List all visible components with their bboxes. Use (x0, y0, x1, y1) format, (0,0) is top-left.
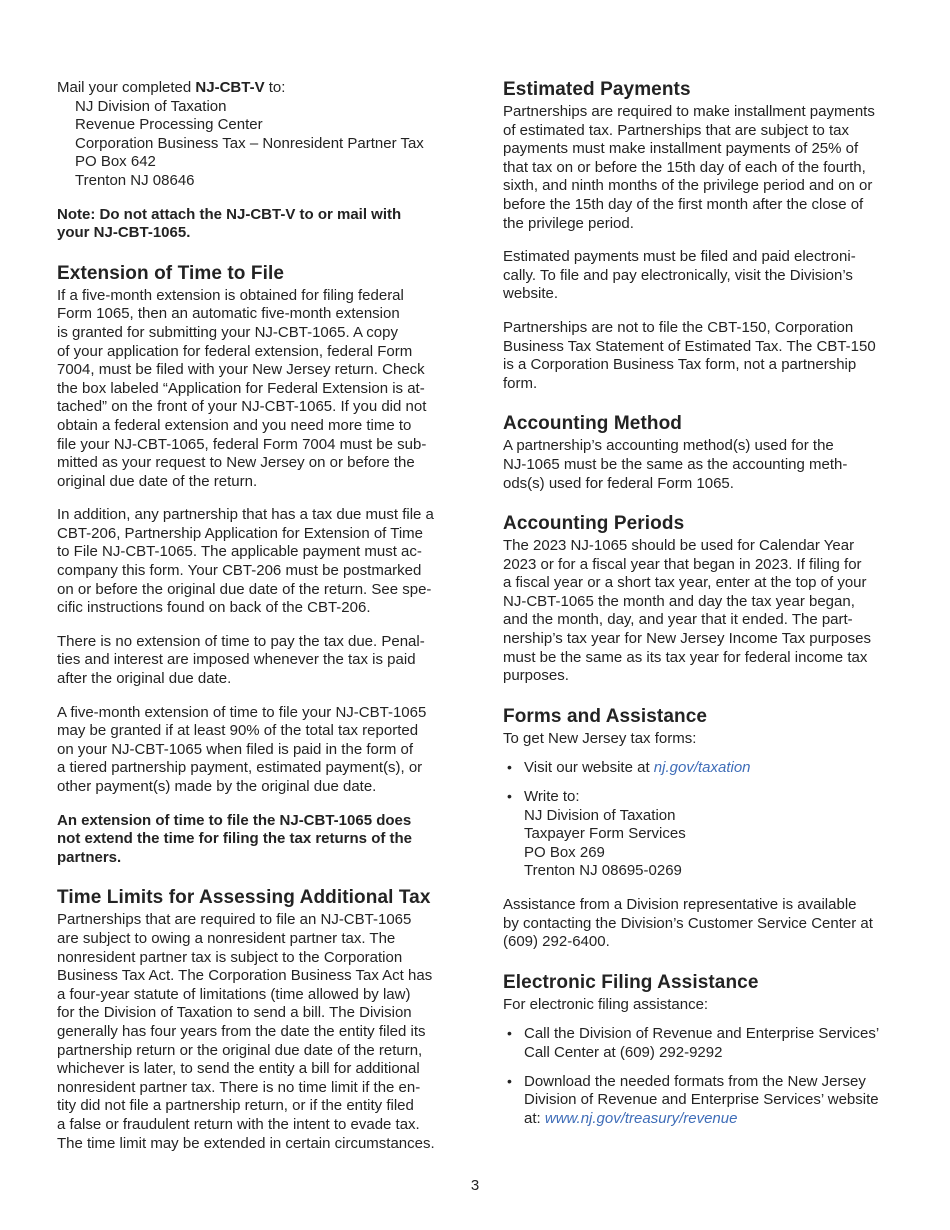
text-line (57, 599, 473, 618)
text-line (57, 651, 473, 670)
text-run: a four-year statute of limitations (time allowed by law) (57, 985, 411, 1003)
text-line (503, 915, 895, 934)
text-line (57, 633, 473, 652)
text-run: not extend the time for filing the tax returns of the (57, 830, 413, 848)
text-run: Note: Do not attach the NJ-CBT-V to or mail with (57, 205, 402, 223)
text-line (57, 778, 473, 797)
text-run: Corporation Business Tax – Nonresident Partner Tax (75, 134, 424, 152)
text-run: original due date of the return. (57, 472, 258, 490)
text-run: If a five-month extension is obtained for filing federal (57, 286, 404, 304)
text-line (503, 159, 895, 178)
text-run: the privilege period. (503, 214, 634, 232)
text-run: Call Center at (609) 292-9292 (524, 1043, 723, 1061)
text-line (503, 730, 895, 749)
text-line (503, 933, 895, 952)
text-run: whichever is later, to send the entity a bill for additional (57, 1060, 420, 1078)
text-line (57, 1004, 473, 1023)
text-run: Trenton NJ 08695-0269 (524, 862, 682, 880)
text-line (524, 1044, 895, 1063)
paragraph (503, 896, 895, 952)
left-column (57, 79, 473, 1168)
text-run: Call the Division of Revenue and Enterprise Services’ (524, 1025, 880, 1043)
text-run: cally. To file and pay electronically, visit the Division’s (503, 266, 853, 284)
paragraph (503, 537, 895, 686)
text-run: Business Tax Act. The Corporation Business Tax Act has (57, 967, 433, 985)
text-line (524, 1110, 895, 1129)
text-run: NJ-CBT-1065 the month and day the tax year began, (503, 592, 855, 610)
text-line (503, 319, 895, 338)
text-run: may be granted if at least 90% of the total tax reported (57, 722, 419, 740)
text-line (57, 436, 473, 455)
text-line (57, 562, 473, 581)
mailing-address-paragraph (57, 79, 473, 191)
text-line (524, 1091, 895, 1110)
text-line (57, 506, 473, 525)
text-run: form. (503, 374, 538, 392)
bullet-icon: • (507, 1025, 512, 1042)
text-run: is granted for submitting your NJ-CBT-1065. A copy (57, 323, 398, 341)
text-line (524, 788, 895, 807)
text-line (57, 849, 473, 868)
note-paragraph (57, 206, 473, 243)
text-run: by contacting the Division’s Customer Service Center at (503, 914, 873, 932)
text-run: Partnerships are not to file the CBT-150, Corporation (503, 318, 854, 336)
text-run: after the original due date. (57, 670, 232, 688)
text-line (57, 986, 473, 1005)
text-run: Assistance from a Division representative is available (503, 896, 857, 913)
text-line (57, 398, 473, 417)
text-line (57, 911, 473, 930)
heading-accounting-method: Accounting Method (503, 413, 683, 435)
paragraph (57, 704, 473, 797)
text-run: Estimated payments must be filed and paid electroni- (503, 248, 856, 266)
heading-forms-and-assistance: Forms and Assistance (503, 705, 708, 727)
text-run: The time limit may be extended in certain circumstances. (57, 1134, 435, 1152)
text-run: A partnership’s accounting method(s) used for the (503, 437, 834, 455)
text-line (57, 116, 473, 135)
text-line (503, 630, 895, 649)
text-run: The 2023 NJ-1065 should be used for Calendar Year (503, 537, 855, 555)
text-line (503, 537, 895, 556)
text-run: Download the needed formats from the New Jersey (524, 1072, 866, 1090)
text-line (57, 949, 473, 968)
text-line (503, 338, 895, 357)
text-run: a tiered partnership payment, estimated payment(s), or (57, 759, 423, 777)
bold-paragraph (57, 812, 473, 868)
text-line (57, 722, 473, 741)
text-line (57, 1079, 473, 1098)
text-run: NJ Division of Taxation (524, 806, 676, 824)
text-run: at: (524, 1109, 545, 1127)
text-line (503, 103, 895, 122)
text-line (57, 967, 473, 986)
text-run: to File NJ-CBT-1065. The applicable payment must ac- (57, 543, 422, 561)
text-run: An extension of time to file the NJ-CBT-1065 does (57, 811, 412, 829)
text-line (57, 930, 473, 949)
text-run: To get New Jersey tax forms: (503, 729, 697, 747)
text-run: partnership return or the original due date of the return, (57, 1041, 423, 1059)
text-run: company this form. Your CBT-206 must be postmarked (57, 562, 422, 580)
text-line (57, 324, 473, 343)
text-run: on your NJ-CBT-1065 when filed is paid in the form of (57, 740, 414, 758)
text-line (503, 437, 895, 456)
text-line (503, 593, 895, 612)
text-line (503, 456, 895, 475)
text-run: tity did not file a partnership return, or if the entity filed (57, 1097, 414, 1115)
text-run: your NJ-CBT-1065. (57, 224, 191, 242)
text-line (503, 248, 895, 267)
text-line (503, 177, 895, 196)
text-line (524, 844, 895, 863)
text-run: generally has four years from the date the entity filed its (57, 1022, 426, 1040)
text-line (503, 215, 895, 234)
paragraph (57, 911, 473, 1153)
heading-electronic-filing-assistance: Electronic Filing Assistance (503, 971, 759, 993)
text-run: that tax on or before the 15th day of each of the fourth, (503, 158, 866, 176)
paragraph (57, 506, 473, 618)
bullet-item (503, 1073, 895, 1129)
text-run: file your NJ-CBT-1065, federal Form 7004 must be sub- (57, 435, 427, 453)
text-line (57, 543, 473, 562)
text-run: 2023 or for a fiscal year that began in 2023. If filing for (503, 555, 862, 573)
text-run: purposes. (503, 667, 569, 685)
text-run: Business Tax Statement of Estimated Tax. The CBT-150 (503, 337, 876, 355)
text-line (57, 153, 473, 172)
text-line (57, 1023, 473, 1042)
text-line (524, 862, 895, 881)
paragraph (503, 730, 895, 749)
text-line (57, 670, 473, 689)
bullet-item (503, 759, 895, 778)
text-line (57, 287, 473, 306)
text-line (57, 98, 473, 117)
text-run: a fiscal year or a short tax year, enter at the top of your (503, 574, 867, 592)
text-line (57, 581, 473, 600)
text-line (57, 361, 473, 380)
text-run: a false or fraudulent return with the intent to evade tax. (57, 1115, 420, 1133)
text-run: sixth, and ninth months of the privilege period and on or (503, 177, 873, 195)
text-line (503, 285, 895, 304)
text-run: on or before the original due date of the return. See spe- (57, 580, 432, 598)
text-run: In addition, any partnership that has a tax due must file a (57, 506, 434, 524)
paragraph (503, 319, 895, 393)
text-run: NJ-1065 must be the same as the accounting meth- (503, 455, 848, 473)
text-run: Form 1065, then an automatic five-month extension (57, 305, 400, 323)
text-run: Mail your completed (57, 79, 196, 96)
text-run: must be the same as its tax year for federal income tax (503, 648, 868, 666)
text-line (57, 1042, 473, 1061)
text-line (524, 807, 895, 826)
text-run: There is no extension of time to pay the tax due. Penal- (57, 632, 425, 650)
heading-extension-of-time-to-file: Extension of Time to File (57, 262, 285, 284)
text-run: tached” on the front of your NJ-CBT-1065. If you did not (57, 398, 427, 416)
text-line (57, 454, 473, 473)
text-run: obtain a federal extension and you need more time to (57, 416, 412, 434)
text-line (503, 122, 895, 141)
text-line (57, 830, 473, 849)
text-run: to: (264, 79, 286, 96)
paragraph (57, 287, 473, 492)
text-line (57, 812, 473, 831)
text-line (503, 996, 895, 1015)
text-run: ties and interest are imposed whenever the tax is paid (57, 651, 416, 669)
electronic-filing-list (503, 1025, 895, 1128)
text-run: ods(s) used for federal Form 1065. (503, 474, 734, 492)
text-run: (609) 292-6400. (503, 933, 610, 951)
text-run: CBT-206, Partnership Application for Extension of Time (57, 524, 424, 542)
text-line (57, 79, 473, 98)
text-run: A five-month extension of time to file your NJ-CBT-1065 (57, 703, 427, 721)
text-line (503, 574, 895, 593)
text-line (503, 375, 895, 394)
text-line (57, 741, 473, 760)
text-run: the box labeled “Application for Federal Extension is at- (57, 379, 425, 397)
text-line (57, 704, 473, 723)
text-run: of your application for federal extension, federal Form (57, 342, 413, 360)
text-line (503, 267, 895, 286)
text-line (57, 305, 473, 324)
text-line (57, 759, 473, 778)
text-line (57, 473, 473, 492)
text-line (503, 667, 895, 686)
text-run: Division of Revenue and Enterprise Services’ website (524, 1091, 879, 1109)
text-run: cific instructions found on back of the CBT-206. (57, 599, 371, 617)
paragraph (57, 633, 473, 689)
forms-assistance-list (503, 759, 895, 881)
right-column (503, 79, 895, 1143)
text-line (57, 417, 473, 436)
text-line (57, 135, 473, 154)
text-run: Write to: (524, 788, 580, 806)
text-line (57, 380, 473, 399)
bullet-icon: • (507, 788, 512, 805)
bullet-icon: • (507, 759, 512, 776)
text-run: before the 15th day of the first month after the close of (503, 195, 864, 213)
text-run: Trenton NJ 08646 (75, 171, 195, 189)
text-run: website. (503, 285, 559, 303)
text-run: mitted as your request to New Jersey on or before the (57, 454, 415, 472)
text-run: Partnerships are required to make installment payments (503, 103, 875, 120)
text-line (503, 649, 895, 668)
text-run: Revenue Processing Center (75, 116, 263, 134)
text-line (57, 343, 473, 362)
text-run: partners. (57, 848, 122, 866)
bullet-item (503, 1025, 895, 1062)
bullet-item (503, 788, 895, 881)
page-number: 3 (470, 1177, 480, 1194)
paragraph (503, 437, 895, 493)
text-run: Visit our website at (524, 759, 654, 777)
text-line (524, 1025, 895, 1044)
text-line (57, 1116, 473, 1135)
text-run: Taxpayer Form Services (524, 825, 686, 843)
text-line (524, 825, 895, 844)
text-line (503, 896, 895, 915)
text-run: PO Box 642 (75, 153, 156, 171)
link-www-nj-gov-treasury-revenue[interactable]: www.nj.gov/treasury/revenue (544, 1109, 738, 1127)
text-line (503, 475, 895, 494)
text-line (524, 1073, 895, 1092)
text-line (57, 1060, 473, 1079)
text-run: are subject to owing a nonresident partner tax. The (57, 929, 396, 947)
heading-time-limits-for-assessing-additional-tax: Time Limits for Assessing Additional Tax (57, 887, 431, 909)
text-run: nonresident partner tax is subject to the Corporation (57, 948, 403, 966)
text-line (57, 172, 473, 191)
link-nj-gov-taxation[interactable]: nj.gov/taxation (653, 759, 751, 777)
text-run: nership’s tax year for New Jersey Income Tax purposes (503, 630, 871, 648)
paragraph (503, 996, 895, 1015)
text-run: of estimated tax. Partnerships that are subject to tax (503, 121, 850, 139)
text-line (503, 556, 895, 575)
text-run: PO Box 269 (524, 843, 605, 861)
text-line (503, 356, 895, 375)
heading-estimated-payments: Estimated Payments (503, 79, 691, 100)
text-line (503, 611, 895, 630)
text-line (57, 206, 473, 225)
text-run: and the month, day, and year that it ended. The part- (503, 611, 853, 629)
text-run: For electronic filing assistance: (503, 995, 709, 1013)
text-line (57, 1097, 473, 1116)
text-run: for the Division of Taxation to send a bill. The Division (57, 1004, 412, 1022)
bold-text: NJ-CBT-V (195, 79, 265, 96)
paragraph (503, 248, 895, 304)
text-line (57, 224, 473, 243)
text-run: nonresident partner tax. There is no time limit if the en- (57, 1078, 421, 1096)
heading-accounting-periods: Accounting Periods (503, 513, 685, 535)
text-run: 7004, must be filed with your New Jersey return. Check (57, 361, 425, 379)
text-run: NJ Division of Taxation (75, 97, 227, 115)
text-line (57, 1135, 473, 1154)
text-run: is a Corporation Business Tax form, not a partnership (503, 356, 857, 374)
text-line (524, 759, 895, 778)
text-run: payments must make installment payments of 25% of (503, 140, 859, 158)
text-line (503, 196, 895, 215)
bullet-icon: • (507, 1072, 512, 1089)
text-line (57, 525, 473, 544)
text-run: other payment(s) made by the original due date. (57, 778, 377, 795)
text-line (503, 140, 895, 159)
paragraph (503, 103, 895, 233)
text-run: Partnerships that are required to file an NJ-CBT-1065 (57, 911, 412, 929)
